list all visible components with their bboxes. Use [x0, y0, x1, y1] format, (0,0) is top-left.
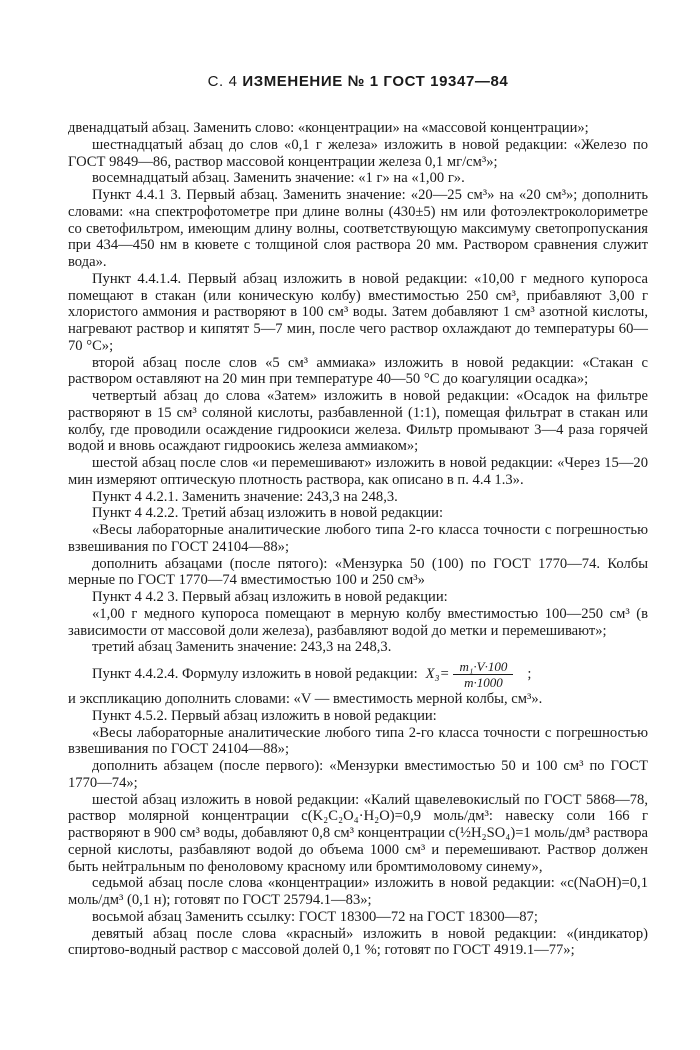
paragraph: дополнить абзацем (после первого): «Мензурки вместимостью 50 и 100 см³ по ГОСТ 1770—74»; — [68, 758, 648, 791]
page-number: С. 4 — [207, 73, 238, 90]
paragraph: второй абзац после слов «5 см³ аммиака» изложить в новой редакции: «Стакан с раствором оставляют на 20 мин при температуре 40—50 °С до коагуляции осадка»; — [68, 354, 648, 388]
paragraph: «Весы лабораторные аналитические любого типа 2-го класса точности с погрешностью взвешивания по ГОСТ 24104—88»; — [68, 724, 648, 758]
paragraph: Пункт 4 4.2.1. Заменить значение: 243,3 на 248,3. — [92, 488, 398, 505]
paragraph: третий абзац Заменить значение: 243,3 на 248,3. — [92, 639, 392, 656]
formula-numerator: m₁·V·100 — [453, 659, 513, 675]
text-body — [68, 120, 648, 656]
paragraph: шестой абзац после слов «и перемешивают» изложить в новой редакции: «Через 15—20 мин измеряют оптическую плотность раствора, как описано в п. 4.4 1.3». — [68, 455, 648, 488]
paragraph: и экспликацию дополнить словами: «V — вместимость мерной колбы, см³». — [68, 691, 543, 707]
formula-tail: ; — [527, 666, 532, 683]
paragraph: Пункт 4.4.1 3. Первый абзац. Заменить значение: «20—25 см³» на «20 см³»; дополнить словами: «на спектрофотометре при длине волны (430±5) нм или фотоэлектроколориметре со светофильтром, имеющим длину волны, соответствующую максимуму светопропускания при 434—450 нм в кювете с толщиной слоя раствора 20 мм. Раствором сравнения служит вода». — [68, 187, 648, 270]
formula-line — [68, 659, 648, 690]
paragraph: Пункт 4 4.2 3. Первый абзац изложить в новой редакции: — [92, 589, 448, 605]
document-title: ИЗМЕНЕНИЕ № 1 ГОСТ 19347—84 — [242, 73, 509, 90]
paragraph: Пункт 4.4.1.4. Первый абзац изложить в новой редакции: «10,00 г медного купороса помещают в стакан (или коническую колбу) вместимостью 250 см³, прибавляют 3,00 г хлористого аммония и растворяют в 100 см³ воды. Затем добавляют 1 см³ азотной кислоты, нагревают раствор и кипятят 5—7 мин, после чего раствор охлаждают до температуры 60—70 °С»; — [68, 270, 648, 354]
paragraph: восьмой абзац Заменить ссылку: ГОСТ 18300—72 на ГОСТ 18300—87; — [92, 908, 538, 925]
paragraph: Пункт 4 4.2.2. Третий абзац изложить в новой редакции: — [92, 505, 443, 522]
paragraph: шестнадцатый абзац до слов «0,1 г железа» изложить в новой редакции: «Железо по ГОСТ 9849—86, раствор массовой концентрации железа 0,1 мг/см³»; — [68, 136, 648, 170]
paragraph: дополнить абзацами (после пятого): «Мензурка 50 (100) по ГОСТ 1770—74. Колбы мерные по ГОСТ 1770—74 вместимостью 100 и 250 см³» — [68, 555, 648, 589]
text-body-continued — [68, 691, 648, 959]
paragraph: четвертый абзац до слова «Затем» изложить в новой редакции: «Осадок на фильтре растворяют в 15 см³ соляной кислоты, разбавленной (1:1), помещая фильтрат в стакан или колбу, где проводили осаждение гидроокиси железа. Фильтр промывают 3—4 раза горячей водой и вновь осаждают гидроокись железа аммиаком»; — [68, 388, 648, 455]
formula-denominator: m·1000 — [464, 675, 503, 690]
paragraph: двенадцатый абзац. Заменить слово: «концентрации» на «массовой концентрации»; — [68, 120, 589, 136]
paragraph: «Весы лабораторные аналитические любого типа 2-го класса точности с погрешностью взвешивания по ГОСТ 24104—88»; — [68, 522, 648, 555]
formula-lead: Пункт 4.4.2.4. Формулу изложить в новой редакции: — [92, 666, 418, 683]
paragraph: девятый абзац после слова «красный» изложить в новой редакции: «(индикатор) спиртово-водный раствор с массовой долей 0,1 %; готовят по ГОСТ 4919.1—77»; — [68, 925, 648, 959]
page-header — [68, 74, 648, 92]
paragraph: восемнадцатый абзац. Заменить значение: «1 г» на «1,00 г». — [92, 170, 465, 187]
paragraph: «1,00 г медного купороса помещают в мерную колбу вместимостью 100—250 см³ (в зависимости от массовой доли железа), разбавляют водой до метки и перемешивают»; — [68, 605, 648, 639]
formula-lhs: X₃= — [425, 666, 450, 683]
paragraph: седьмой абзац после слова «концентрации» изложить в новой редакции: «c(NaOH)=0,1 моль/дм³ (0,1 н); готовят по ГОСТ 25794.1—83»; — [68, 875, 648, 908]
paragraph: шестой абзац изложить в новой редакции: «Калий щавелевокислый по ГОСТ 5868—78, раствор молярной концентрации c(K₂C₂O₄·H₂O)=0,9 моль/дм³: навеску соли 166 г растворяют в 900 см³ воды, добавляют 0,8 см³ концентрации c(½H₂SO₄)=1 моль/дм³ раствора серной кислоты, разбавляют водой до объема 1000 см³ и перемешивают. Раствор должен быть нейтральным по феноловому красному или бромтимоловому синему», — [68, 791, 648, 875]
paragraph: Пункт 4.5.2. Первый абзац изложить в новой редакции: — [92, 707, 437, 724]
formula-fraction — [453, 659, 513, 690]
